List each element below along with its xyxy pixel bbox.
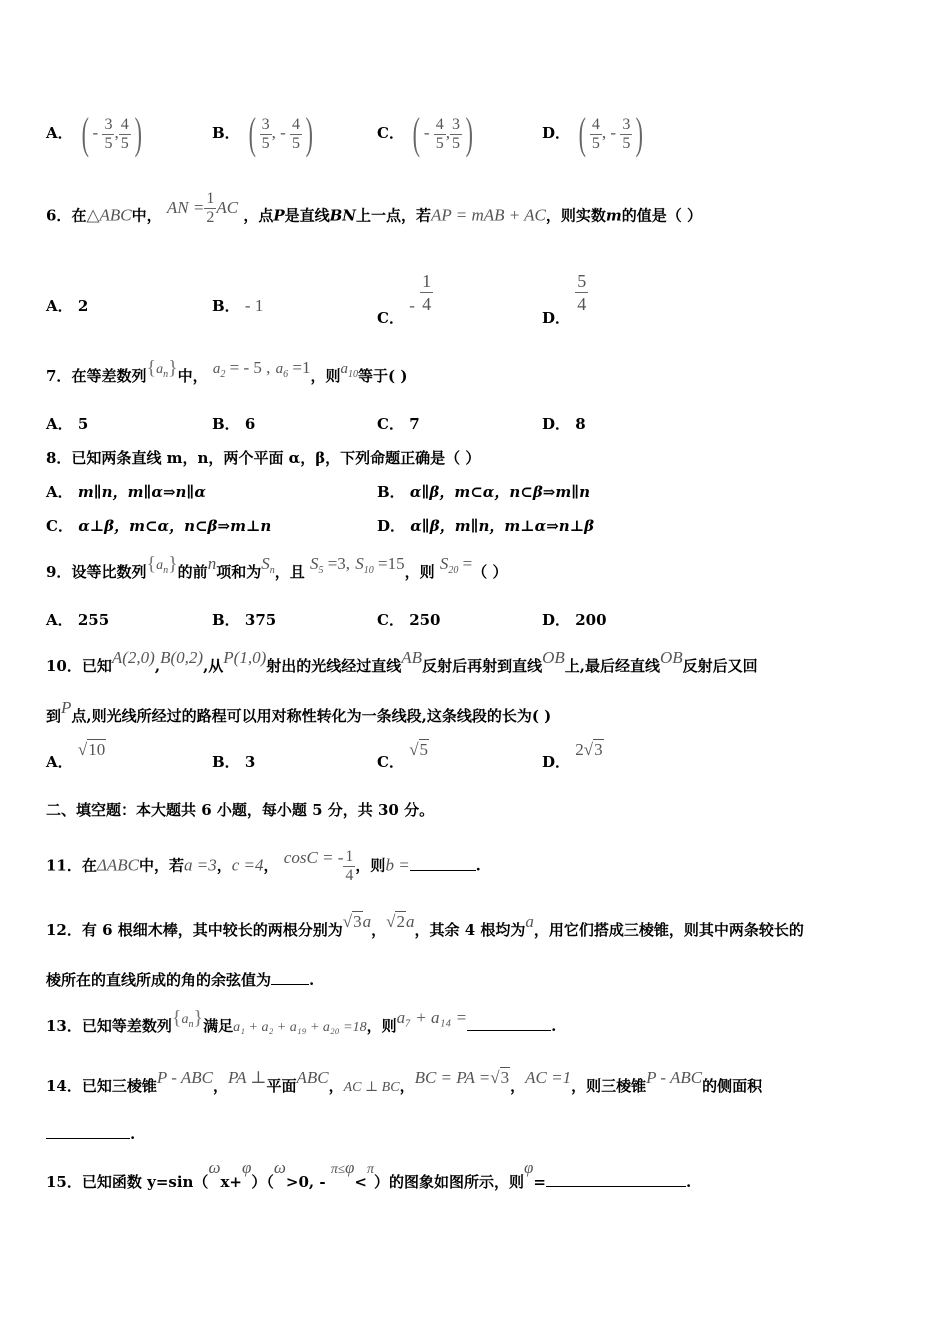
option-label: C． bbox=[377, 124, 404, 142]
q6-option-d: D． $\frac{5}{4}$ bbox=[542, 271, 587, 327]
q5-option-a: A． ( - $\frac{3}{5}$ , $\frac{4}{5}$ ) bbox=[46, 109, 142, 158]
q15-stem: 15．已知函数 y=sin（ωx+φ）（ω>0, - π≤φ<π）的图象如图所示，则φ= . bbox=[46, 1158, 692, 1191]
q7-option-a: A． 5 bbox=[46, 415, 89, 433]
answer-blank[interactable] bbox=[467, 1016, 551, 1031]
q14-stem-line1: 14．已知三棱锥P - ABC，PA ⊥平面ABC，AC ⊥ BC，BC = PA =√3，AC =1，则三棱锥P - ABC的侧面积 bbox=[46, 1068, 763, 1095]
q7-option-c: C． 7 bbox=[377, 415, 420, 433]
left-paren: ( bbox=[81, 109, 89, 158]
q8-stem: 8．已知两条直线 m，n，两个平面 α，β，下列命题正确是（ ） bbox=[46, 449, 481, 467]
q5-option-c: C． ( - $\frac{4}{5}$ , $\frac{3}{5}$ ) bbox=[377, 109, 474, 158]
q10-option-b: B． 3 bbox=[212, 753, 256, 771]
q9-stem: 9．设等比数列$\{a_n\}$的前n项和为$S_n$，且 $S_5 =3$, $S_{10} =15$，则 $S_{20}$ =（ ） bbox=[46, 553, 508, 581]
q8-option-c: C． α⊥β，m⊂α，n⊂β⇒m⊥n bbox=[46, 517, 272, 535]
option-label: B． bbox=[212, 124, 240, 142]
q12-stem-line2: 棱所在的直线所成的角的余弦值为 . bbox=[46, 971, 315, 989]
q9-option-c: C． 250 bbox=[377, 611, 441, 629]
q7-option-d: D． 8 bbox=[542, 415, 586, 433]
answer-blank[interactable] bbox=[46, 1124, 130, 1139]
q8-option-d: D． α∥β，m∥n，m⊥α⇒n⊥β bbox=[377, 517, 595, 535]
q9-option-d: D． 200 bbox=[542, 611, 607, 629]
q6-option-b: B． - 1 bbox=[212, 296, 264, 315]
q10-option-c: C． √5 bbox=[377, 740, 429, 771]
q6-option-a: A． 2 bbox=[46, 297, 89, 315]
answer-blank[interactable] bbox=[410, 856, 476, 871]
q7-option-b: B． 6 bbox=[212, 415, 256, 433]
answer-blank[interactable] bbox=[271, 970, 309, 985]
q14-stem-line2: . bbox=[46, 1124, 135, 1144]
q6-option-c: C． - $\frac{1}{4}$ bbox=[377, 271, 432, 327]
q9-option-a: A． 255 bbox=[46, 611, 110, 629]
option-label: A． bbox=[46, 124, 73, 142]
q10-option-a: A． √10 bbox=[46, 740, 106, 771]
section-heading: 二、填空题：本大题共 6 小题，每小题 5 分，共 30 分。 bbox=[46, 801, 435, 819]
q10-stem-line1: 10．已知A(2,0),B(0,2),从P(1,0)射出的光线经过直线AB反射后再射到直线OB上,最后经直线OB反射后又回 bbox=[46, 648, 758, 675]
q8-option-b: B． α∥β，m⊂α，n⊂β⇒m∥n bbox=[377, 483, 591, 501]
q6-stem: 6．在△ABC中， AN = $\frac{1}{2}$ AC ，点P是直线BN上一点，若AP = mAB + AC，则实数m的值是（ ） bbox=[46, 190, 703, 226]
fraction: $\frac{3}{5}$ bbox=[104, 115, 113, 152]
q5-option-b: B． ( $\frac{3}{5}$ , - $\frac{4}{5}$ ) bbox=[212, 109, 313, 158]
q12-stem-line1: 12．有 6 根细木棒，其中较长的两根分别为√3a，√2a，其余 4 根均为a，用它们搭成三棱锥，则其中两条较长的 bbox=[46, 912, 804, 939]
q10-stem-line2: 到P点,则光线所经过的路程可以用对称性转化为一条线段,这条线段的长为( ) bbox=[46, 698, 552, 725]
q10-option-d: D． 2√3 bbox=[542, 740, 603, 771]
q11-stem: 11．在ΔABC中，若a =3，c =4， cosC = - $\frac{1}{4}$ ，则b = . bbox=[46, 847, 481, 884]
option-label: D． bbox=[542, 124, 571, 142]
q13-stem: 13．已知等差数列$\{a_n\}$满足a₁ + a₂ + a₁₉ + a₂₀ =18，则a₇ + a₁₄ = . bbox=[46, 1007, 557, 1035]
q9-option-b: B． 375 bbox=[212, 611, 277, 629]
q5-option-d: D． ( $\frac{4}{5}$ , - $\frac{3}{5}$ ) bbox=[542, 109, 644, 158]
answer-blank[interactable] bbox=[546, 1172, 686, 1187]
q8-option-a: A． m∥n，m∥α⇒n∥α bbox=[46, 483, 206, 501]
q7-stem: 7．在等差数列$\{a_n\}$中， $a_2$ = - 5 , $a_6 =1$，则$a_{10}$等于( ) bbox=[46, 357, 408, 385]
